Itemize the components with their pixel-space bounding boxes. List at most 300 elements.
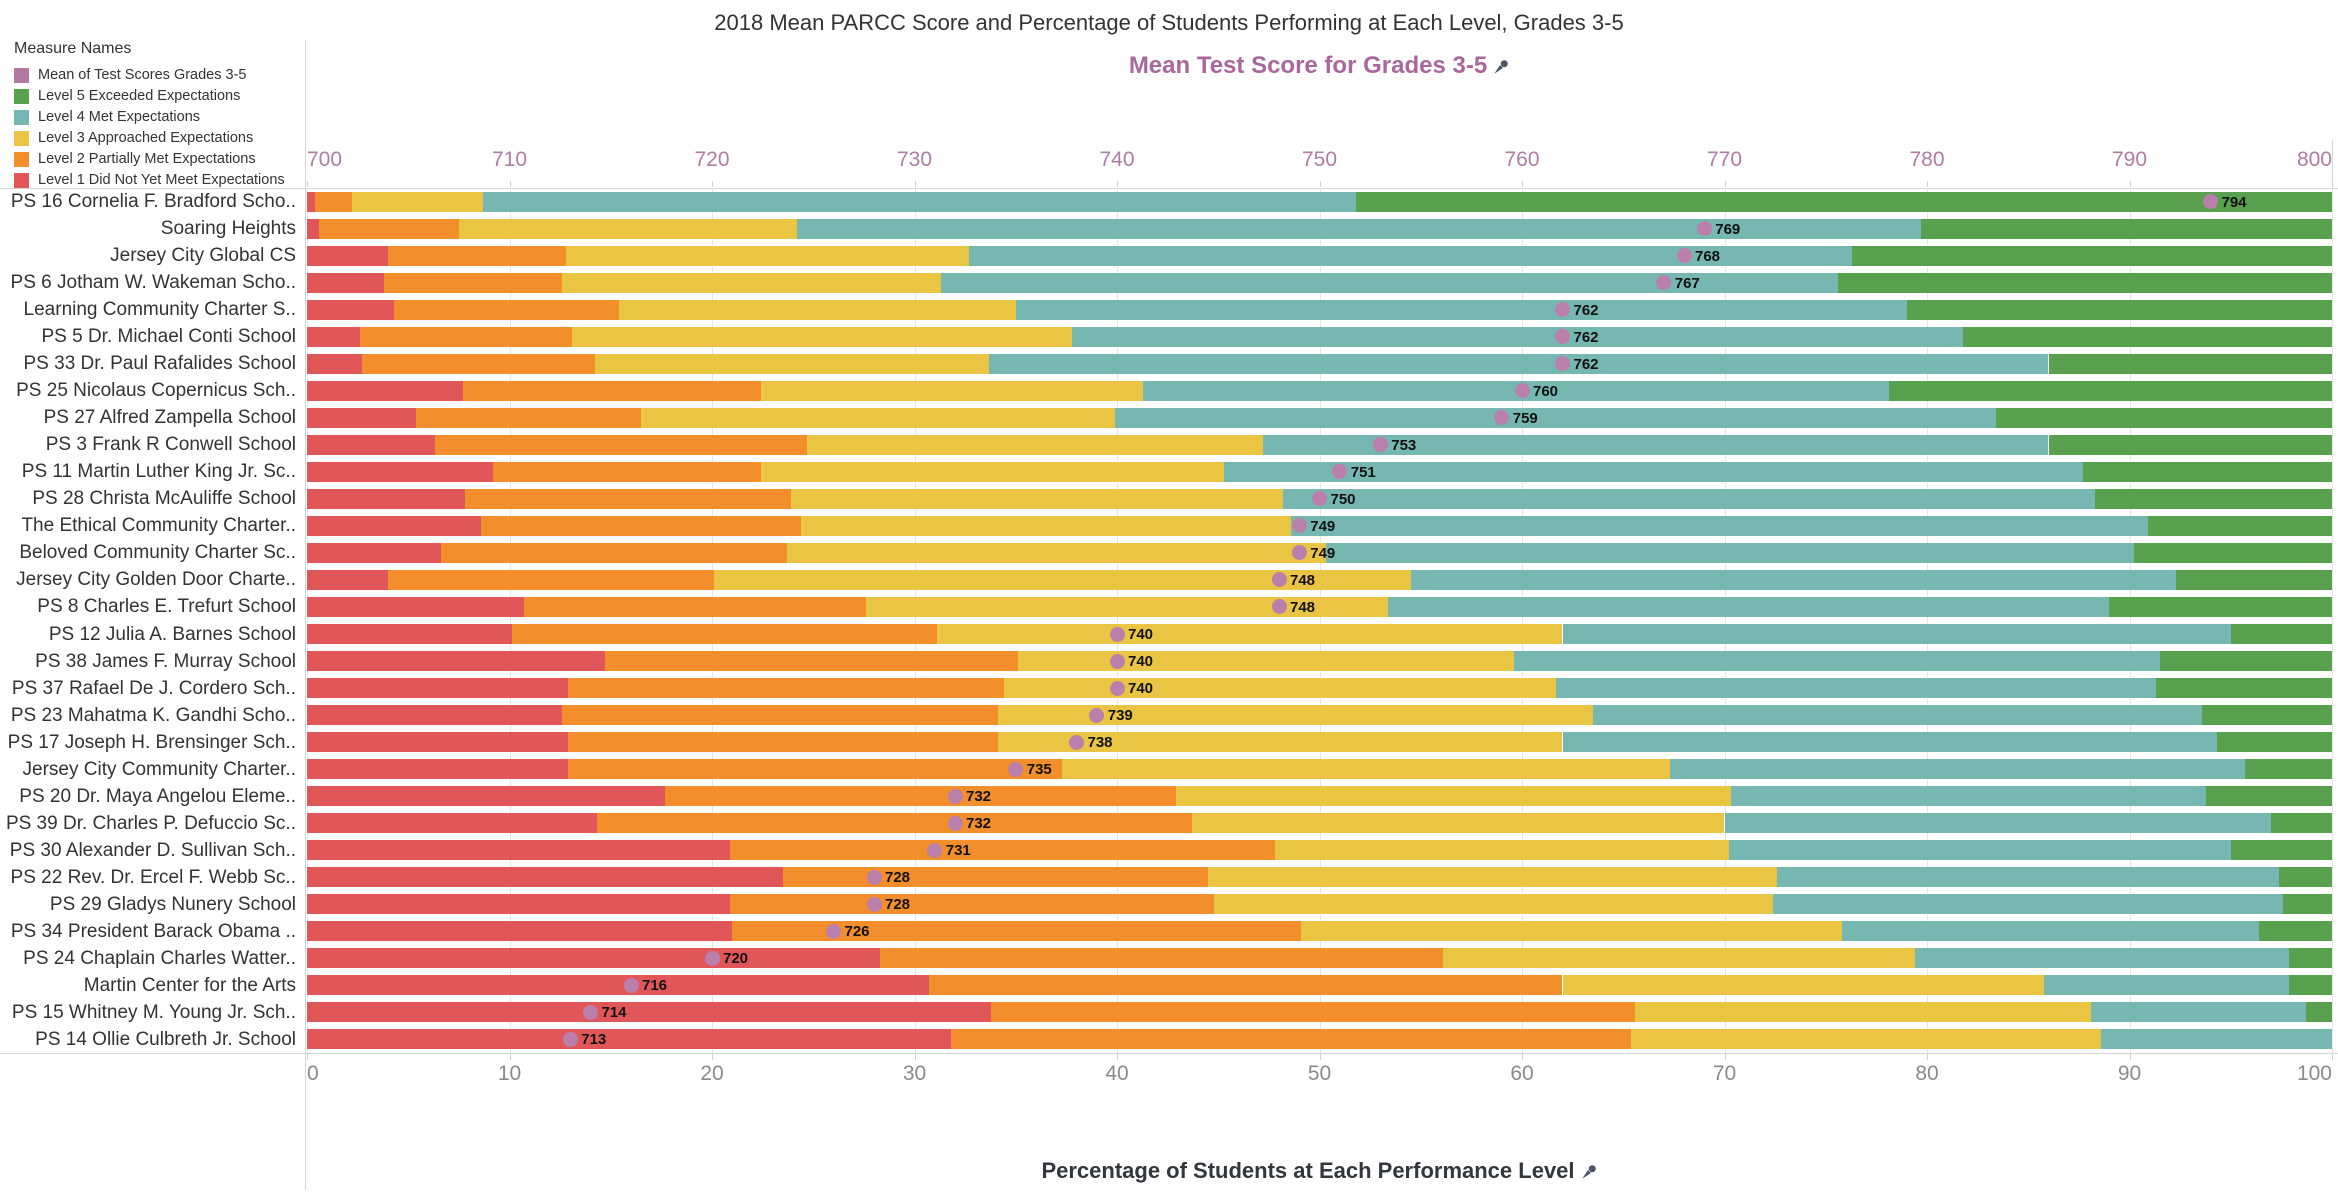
bar-segment-level-1[interactable] <box>307 489 465 509</box>
top-axis-title <box>307 52 2332 82</box>
legend-title: Measure Names <box>14 40 132 57</box>
school-label[interactable]: Jersey City Global CS <box>110 245 296 267</box>
axis-tickmark <box>712 1054 713 1060</box>
mean-score-label: 762 <box>1573 301 1599 319</box>
bar-segment-level-2[interactable] <box>929 975 1563 995</box>
bar-segment-level-4[interactable] <box>1291 516 2148 536</box>
bar-segment-level-3[interactable] <box>1301 921 1842 941</box>
mean-score-dot[interactable] <box>705 951 720 966</box>
bar-segment-level-4[interactable] <box>1729 840 2231 860</box>
bar-segment-level-5[interactable] <box>2206 786 2332 806</box>
bar-segment-level-2[interactable] <box>362 354 595 374</box>
bar-segment-level-3[interactable] <box>1192 813 1725 833</box>
bar-segment-level-3[interactable] <box>1563 975 2045 995</box>
bar-segment-level-1[interactable] <box>307 948 880 968</box>
bar-segment-level-3[interactable] <box>572 327 1072 347</box>
bar-segment-level-3[interactable] <box>937 624 1563 644</box>
legend-swatch <box>14 131 29 146</box>
top-tick-label: 770 <box>1706 148 1743 171</box>
school-label[interactable]: PS 22 Rev. Dr. Ercel F. Webb Sc.. <box>10 866 296 888</box>
bar-segment-level-3[interactable] <box>566 246 969 266</box>
school-label[interactable]: PS 16 Cornelia F. Bradford Scho.. <box>10 191 296 212</box>
bar-segment-level-5[interactable] <box>2289 975 2332 995</box>
bar-segment-level-5[interactable] <box>1963 327 2332 347</box>
axis-tickmark <box>307 181 308 187</box>
school-label[interactable]: PS 12 Julia A. Barnes School <box>48 623 296 645</box>
axis-tickmark <box>1320 1054 1321 1060</box>
bar-segment-level-2[interactable] <box>665 786 1175 806</box>
plot-area <box>307 188 2332 1053</box>
bar-segment-level-5[interactable] <box>1907 300 2332 320</box>
school-label[interactable]: PS 5 Dr. Michael Conti School <box>41 326 296 348</box>
bar-segment-level-2[interactable] <box>416 408 641 428</box>
bar-segment-level-2[interactable] <box>524 597 866 617</box>
mean-score-label: 740 <box>1128 653 1154 671</box>
bar-segment-level-5[interactable] <box>2134 543 2332 563</box>
mean-score-label: 762 <box>1573 355 1599 373</box>
bottom-tick-label: 50 <box>1307 1062 1332 1085</box>
mean-score-label: 749 <box>1310 517 1336 535</box>
bar-segment-level-4[interactable] <box>2044 975 2289 995</box>
mean-score-label: 748 <box>1290 571 1316 589</box>
bottom-tick-label: 30 <box>902 1062 927 1085</box>
legend-item[interactable] <box>14 65 284 85</box>
axis-tickmark <box>915 181 916 187</box>
legend-items <box>14 65 284 190</box>
bar-segment-level-2[interactable] <box>562 705 997 725</box>
mean-score-dot[interactable] <box>948 816 963 831</box>
school-label[interactable]: Jersey City Community Charter.. <box>22 758 296 780</box>
bar-segment-level-3[interactable] <box>1208 867 1777 887</box>
bar-segment-level-2[interactable] <box>319 219 459 239</box>
bar-segment-level-5[interactable] <box>2271 813 2332 833</box>
mean-score-label: 759 <box>1512 409 1538 427</box>
bar-segment-level-4[interactable] <box>1593 705 2203 725</box>
bar-segment-level-3[interactable] <box>1062 759 1670 779</box>
bar-segment-level-3[interactable] <box>459 219 797 239</box>
bar-segment-level-2[interactable] <box>568 732 997 752</box>
bar-segment-level-5[interactable] <box>2095 489 2332 509</box>
mean-score-dot[interactable] <box>1697 221 1712 236</box>
legend-item-label: Level 2 Partially Met Expectations <box>38 151 256 167</box>
top-tick-label: 780 <box>1909 148 1945 171</box>
bar-segment-level-3[interactable] <box>352 192 484 212</box>
legend-item[interactable] <box>14 149 284 169</box>
mean-score-label: 767 <box>1674 274 1700 292</box>
bottom-tick-label: 10 <box>497 1062 522 1085</box>
bar-segment-level-3[interactable] <box>641 408 1115 428</box>
bar-segment-level-1[interactable] <box>307 570 388 590</box>
bar-segment-level-2[interactable] <box>568 759 1062 779</box>
axis-tickmark <box>1725 181 1726 187</box>
bar-segment-level-3[interactable] <box>1214 894 1773 914</box>
school-label[interactable]: PS 33 Dr. Paul Rafalides School <box>23 353 296 375</box>
axis-tickmark <box>1725 1054 1726 1060</box>
mean-score-dot[interactable] <box>1515 383 1530 398</box>
bar-segment-level-4[interactable] <box>1915 948 2290 968</box>
bar-segment-level-1[interactable] <box>307 408 416 428</box>
mean-score-label: 740 <box>1128 626 1154 644</box>
mean-score-dot[interactable] <box>1373 437 1388 452</box>
bar-segment-level-4[interactable] <box>1072 327 1963 347</box>
bar-segment-level-5[interactable] <box>2217 732 2332 752</box>
chart-title: 2018 Mean PARCC Score and Percentage of Students Performing at Each Level, Grades 3-5 <box>714 10 1624 35</box>
bar-segment-level-2[interactable] <box>493 462 760 482</box>
bar-segment-level-4[interactable] <box>1411 570 2176 590</box>
bar-segment-level-3[interactable] <box>1018 651 1514 671</box>
mean-score-dot[interactable] <box>583 1005 598 1020</box>
legend-item[interactable] <box>14 107 284 127</box>
mean-score-label: 748 <box>1290 598 1316 616</box>
bar-segment-level-4[interactable] <box>1842 921 2259 941</box>
bar-segment-level-5[interactable] <box>1996 408 2332 428</box>
mean-score-label: 739 <box>1107 707 1133 725</box>
mean-score-label: 768 <box>1695 247 1721 265</box>
axis-tickmark <box>1320 181 1321 187</box>
top-tick-label: 760 <box>1504 148 1540 171</box>
bar-segment-level-4[interactable] <box>1514 651 2160 671</box>
mean-score-label: 749 <box>1310 544 1336 562</box>
bar-segment-level-2[interactable] <box>388 246 566 266</box>
bottom-tick-label: 20 <box>700 1062 724 1085</box>
bar-segment-level-2[interactable] <box>384 273 562 293</box>
mean-score-label: 716 <box>642 977 668 995</box>
bar-segment-level-3[interactable] <box>998 705 1593 725</box>
bar-segment-level-4[interactable] <box>1670 759 2245 779</box>
bar-segment-level-1[interactable] <box>307 867 783 887</box>
legend-item[interactable] <box>14 86 284 106</box>
school-label[interactable]: PS 27 Alfred Zampella School <box>43 407 296 429</box>
bar-segment-level-4[interactable] <box>1731 786 2207 806</box>
bar-segment-level-2[interactable] <box>951 1029 1631 1049</box>
mean-score-dot[interactable] <box>1272 599 1287 614</box>
bar-segment-level-1[interactable] <box>307 1002 991 1022</box>
school-label[interactable]: PS 14 Ollie Culbreth Jr. School <box>35 1028 296 1050</box>
bottom-tick-label: 90 <box>2117 1062 2142 1085</box>
bar-segment-level-3[interactable] <box>1004 678 1557 698</box>
bar-segment-level-5[interactable] <box>2156 678 2332 698</box>
axis-tickmark <box>712 181 713 187</box>
top-tick-label: 720 <box>694 148 730 171</box>
bar-segment-level-1[interactable] <box>307 435 435 455</box>
bar-segment-level-1[interactable] <box>307 381 463 401</box>
axis-tickmark <box>1927 181 1928 187</box>
mean-score-dot[interactable] <box>1069 735 1084 750</box>
bar-segment-level-5[interactable] <box>1838 273 2332 293</box>
bar-segment-level-2[interactable] <box>991 1002 1635 1022</box>
bar-segment-level-3[interactable] <box>807 435 1263 455</box>
legend <box>14 40 284 191</box>
mean-score-label: 735 <box>1026 761 1052 779</box>
bar-segment-level-3[interactable] <box>801 516 1291 536</box>
bar-segment-level-3[interactable] <box>1443 948 1915 968</box>
bar-segment-level-5[interactable] <box>2049 354 2333 374</box>
axis-tickmark <box>1927 1054 1928 1060</box>
bar-segment-level-1[interactable] <box>307 705 562 725</box>
school-label[interactable]: PS 15 Whitney M. Young Jr. Sch.. <box>11 1001 296 1023</box>
bar-segment-level-1[interactable] <box>307 894 730 914</box>
bottom-tick-label: 70 <box>1712 1062 1737 1085</box>
axis-tickmark <box>307 1054 308 1060</box>
bar-segment-level-2[interactable] <box>605 651 1018 671</box>
bottom-axis-title <box>307 1158 2332 1186</box>
mean-score-dot[interactable] <box>867 897 882 912</box>
bar-segment-level-1[interactable] <box>307 1029 951 1049</box>
bar-segment-level-5[interactable] <box>2283 894 2332 914</box>
bar-segment-level-4[interactable] <box>941 273 1838 293</box>
axis-tickmark <box>1117 1054 1118 1060</box>
bar-segment-level-5[interactable] <box>2245 759 2332 779</box>
school-label[interactable]: PS 20 Dr. Maya Angelou Eleme.. <box>19 785 296 807</box>
legend-item-label: Level 1 Did Not Yet Meet Expectations <box>38 172 285 188</box>
top-tick-label: 750 <box>1301 148 1338 171</box>
school-label[interactable]: PS 39 Dr. Charles P. Defuccio Sc.. <box>5 812 296 834</box>
mean-score-label: 794 <box>2221 193 2247 211</box>
mean-score-dot[interactable] <box>927 843 942 858</box>
bar-segment-level-5[interactable] <box>1356 192 2332 212</box>
bar-segment-level-1[interactable] <box>307 219 319 239</box>
bar-segment-level-1[interactable] <box>307 273 384 293</box>
bar-segment-level-3[interactable] <box>595 354 990 374</box>
bar-segment-level-1[interactable] <box>307 516 481 536</box>
bar-segment-level-1[interactable] <box>307 975 929 995</box>
bar-segment-level-2[interactable] <box>463 381 761 401</box>
mean-score-label: 740 <box>1128 680 1154 698</box>
axis-tickmark <box>2130 181 2131 187</box>
bar-segment-level-2[interactable] <box>730 894 1214 914</box>
mean-score-dot[interactable] <box>624 978 639 993</box>
top-tick-label: 800 <box>2296 148 2332 171</box>
school-label[interactable]: Martin Center for the Arts <box>83 974 296 996</box>
mean-score-label: 750 <box>1330 490 1356 508</box>
school-label[interactable]: PS 37 Rafael De J. Cordero Sch.. <box>11 677 296 699</box>
bar-segment-level-1[interactable] <box>307 192 315 212</box>
bar-segment-level-1[interactable] <box>307 732 568 752</box>
bar-segment-level-2[interactable] <box>512 624 937 644</box>
mean-score-label: 728 <box>885 896 911 914</box>
mean-score-label: 762 <box>1573 328 1599 346</box>
bar-segment-level-4[interactable] <box>1773 894 2283 914</box>
bar-segment-level-4[interactable] <box>797 219 1921 239</box>
school-label[interactable]: Beloved Community Charter Sc.. <box>19 542 296 564</box>
top-axis-title-text: Mean Test Score for Grades 3-5 <box>1128 52 1488 79</box>
top-tick-label: 740 <box>1099 148 1135 171</box>
bar-segment-level-4[interactable] <box>1016 300 1907 320</box>
mean-score-dot[interactable] <box>1110 627 1125 642</box>
axis-tickmark <box>2332 181 2333 187</box>
mean-score-label: 728 <box>885 869 911 887</box>
bar-segment-level-5[interactable] <box>2231 840 2332 860</box>
legend-item[interactable] <box>14 170 284 190</box>
school-label[interactable]: PS 28 Christa McAuliffe School <box>32 488 296 510</box>
school-label[interactable]: Learning Community Charter S.. <box>23 299 296 321</box>
bar-segment-level-2[interactable] <box>315 192 351 212</box>
bar-segment-level-1[interactable] <box>307 327 360 347</box>
school-label[interactable]: PS 23 Mahatma K. Gandhi Scho.. <box>10 704 296 726</box>
mean-score-dot[interactable] <box>1110 681 1125 696</box>
bar-segment-level-1[interactable] <box>307 759 568 779</box>
mean-score-dot[interactable] <box>867 870 882 885</box>
bar-segment-level-5[interactable] <box>1852 246 2332 266</box>
mean-score-label: 753 <box>1391 436 1417 454</box>
mean-score-label: 731 <box>945 842 971 860</box>
bar-segment-level-3[interactable] <box>761 381 1144 401</box>
bar-segment-level-3[interactable] <box>1275 840 1729 860</box>
school-label[interactable]: PS 3 Frank R Conwell School <box>45 434 296 456</box>
bar-segment-level-4[interactable] <box>1283 489 2095 509</box>
bottom-tick-label: 80 <box>1915 1062 1939 1085</box>
school-label[interactable]: PS 11 Martin Luther King Jr. Sc.. <box>21 461 296 483</box>
bar-segment-level-4[interactable] <box>2091 1002 2306 1022</box>
mean-score-dot[interactable] <box>948 789 963 804</box>
bar-segment-level-2[interactable] <box>730 840 1275 860</box>
bar-segment-level-4[interactable] <box>1556 678 2155 698</box>
bar-segment-level-2[interactable] <box>465 489 791 509</box>
bar-segment-level-3[interactable] <box>787 543 1326 563</box>
mean-score-dot[interactable] <box>2203 194 2218 209</box>
gridline <box>2332 188 2333 1053</box>
bar-segment-level-5[interactable] <box>1889 381 2332 401</box>
bar-segment-level-4[interactable] <box>483 192 1356 212</box>
bar-segment-level-4[interactable] <box>1388 597 2109 617</box>
top-tick-label: 710 <box>491 148 528 171</box>
bar-segment-level-1[interactable] <box>307 651 605 671</box>
bar-segment-level-1[interactable] <box>307 354 362 374</box>
bar-segment-level-2[interactable] <box>568 678 1003 698</box>
bar-segment-level-4[interactable] <box>1115 408 1996 428</box>
axis-tickmark <box>1117 181 1118 187</box>
axis-tickmark <box>915 1054 916 1060</box>
legend-item-label: Level 3 Approached Expectations <box>38 130 254 146</box>
bar-segment-level-5[interactable] <box>2109 597 2332 617</box>
mean-score-dot[interactable] <box>826 924 841 939</box>
axis-tickmark <box>2332 1054 2333 1060</box>
left-axis-line <box>305 40 306 1190</box>
bar-segment-level-1[interactable] <box>307 786 665 806</box>
mean-score-dot[interactable] <box>1089 708 1104 723</box>
bar-segment-level-3[interactable] <box>1635 1002 2091 1022</box>
bar-segment-level-2[interactable] <box>388 570 714 590</box>
bar-segment-level-1[interactable] <box>307 543 441 563</box>
bar-segment-level-5[interactable] <box>2083 462 2332 482</box>
legend-swatch <box>14 152 29 167</box>
bar-segment-level-1[interactable] <box>307 462 493 482</box>
school-label[interactable]: PS 38 James F. Murray School <box>35 650 296 672</box>
bar-segment-level-4[interactable] <box>1326 543 2134 563</box>
bar-segment-level-5[interactable] <box>1921 219 2332 239</box>
bar-segment-level-1[interactable] <box>307 624 512 644</box>
bar-segment-level-1[interactable] <box>307 678 568 698</box>
bar-segment-level-2[interactable] <box>441 543 787 563</box>
bar-segment-level-5[interactable] <box>2231 624 2332 644</box>
mean-score-dot[interactable] <box>1272 572 1287 587</box>
school-label[interactable]: The Ethical Community Charter.. <box>21 515 296 537</box>
bar-segment-level-4[interactable] <box>1563 624 2231 644</box>
legend-swatch <box>14 89 29 104</box>
legend-item-label: Level 4 Met Expectations <box>38 109 201 125</box>
bar-segment-level-1[interactable] <box>307 246 388 266</box>
mean-score-dot[interactable] <box>563 1032 578 1047</box>
legend-item-label: Level 5 Exceeded Expectations <box>38 88 241 104</box>
school-label[interactable]: Jersey City Golden Door Charte.. <box>16 569 296 591</box>
legend-item-label: Mean of Test Scores Grades 3-5 <box>38 67 247 83</box>
bar-segment-level-2[interactable] <box>481 516 801 536</box>
axis-tickmark <box>1522 181 1523 187</box>
school-label[interactable]: PS 29 Gladys Nunery School <box>49 893 296 915</box>
top-tick-label: 730 <box>896 148 933 171</box>
pin-icon[interactable] <box>1493 54 1510 82</box>
mean-score-label: 726 <box>844 923 870 941</box>
bar-segment-level-2[interactable] <box>597 813 1192 833</box>
bar-segment-level-4[interactable] <box>2101 1029 2332 1049</box>
school-label[interactable]: Soaring Heights <box>160 218 296 240</box>
plot-bottom-border <box>0 1053 2338 1054</box>
legend-item[interactable] <box>14 128 284 148</box>
bar-segment-level-1[interactable] <box>307 840 730 860</box>
bar-segment-level-5[interactable] <box>2202 705 2332 725</box>
bar-segment-level-1[interactable] <box>307 300 394 320</box>
school-label[interactable]: PS 8 Charles E. Trefurt School <box>37 596 296 618</box>
bar-segment-level-2[interactable] <box>394 300 619 320</box>
bar-segment-level-1[interactable] <box>307 597 524 617</box>
bar-segment-level-5[interactable] <box>2148 516 2332 536</box>
mean-score-label: 751 <box>1350 463 1376 481</box>
bar-segment-level-3[interactable] <box>562 273 941 293</box>
bar-segment-level-2[interactable] <box>732 921 1301 941</box>
axis-tickmark <box>510 1054 511 1060</box>
bar-segment-level-5[interactable] <box>2160 651 2332 671</box>
school-label[interactable]: PS 6 Jotham W. Wakeman Scho.. <box>10 272 296 294</box>
bar-segment-level-3[interactable] <box>1176 786 1731 806</box>
bar-segment-level-5[interactable] <box>2289 948 2332 968</box>
bar-segment-level-3[interactable] <box>1631 1029 2101 1049</box>
mean-score-dot[interactable] <box>1008 762 1023 777</box>
mean-score-dot[interactable] <box>1110 654 1125 669</box>
school-label[interactable]: PS 34 President Barack Obama .. <box>10 920 296 942</box>
bar-segment-level-5[interactable] <box>2279 867 2332 887</box>
school-label[interactable]: PS 17 Joseph H. Brensinger Sch.. <box>7 731 296 753</box>
school-label[interactable]: PS 24 Chaplain Charles Watter.. <box>23 947 296 969</box>
pin-icon[interactable] <box>1581 1160 1598 1186</box>
bar-segment-level-4[interactable] <box>989 354 2048 374</box>
bar-segment-level-3[interactable] <box>619 300 1016 320</box>
bar-segment-level-5[interactable] <box>2259 921 2332 941</box>
top-tick-label: 790 <box>2111 148 2148 171</box>
mean-score-dot[interactable] <box>1677 248 1692 263</box>
bar-segment-level-2[interactable] <box>880 948 1443 968</box>
school-label[interactable]: PS 25 Nicolaus Copernicus Sch.. <box>16 380 296 402</box>
school-label[interactable]: PS 30 Alexander D. Sullivan Sch.. <box>9 839 296 861</box>
bar-segment-level-1[interactable] <box>307 921 732 941</box>
bar-segment-level-3[interactable] <box>761 462 1225 482</box>
bar-segment-level-5[interactable] <box>2306 1002 2332 1022</box>
axis-tickmark <box>510 181 511 187</box>
axis-tickmark <box>2130 1054 2131 1060</box>
bar-segment-level-3[interactable] <box>791 489 1283 509</box>
bar-segment-level-1[interactable] <box>307 813 597 833</box>
bar-segment-level-4[interactable] <box>1563 732 2217 752</box>
bar-segment-level-4[interactable] <box>1777 867 2279 887</box>
bar-segment-level-5[interactable] <box>2176 570 2332 590</box>
bar-segment-level-2[interactable] <box>783 867 1208 887</box>
bar-segment-level-2[interactable] <box>360 327 573 347</box>
bar-segment-level-5[interactable] <box>2049 435 2333 455</box>
bottom-tick-label: 40 <box>1105 1062 1129 1085</box>
mean-score-label: 732 <box>966 815 992 833</box>
bar-segment-level-2[interactable] <box>435 435 808 455</box>
bar-segment-level-4[interactable] <box>1725 813 2272 833</box>
mean-score-label: 714 <box>601 1004 627 1022</box>
